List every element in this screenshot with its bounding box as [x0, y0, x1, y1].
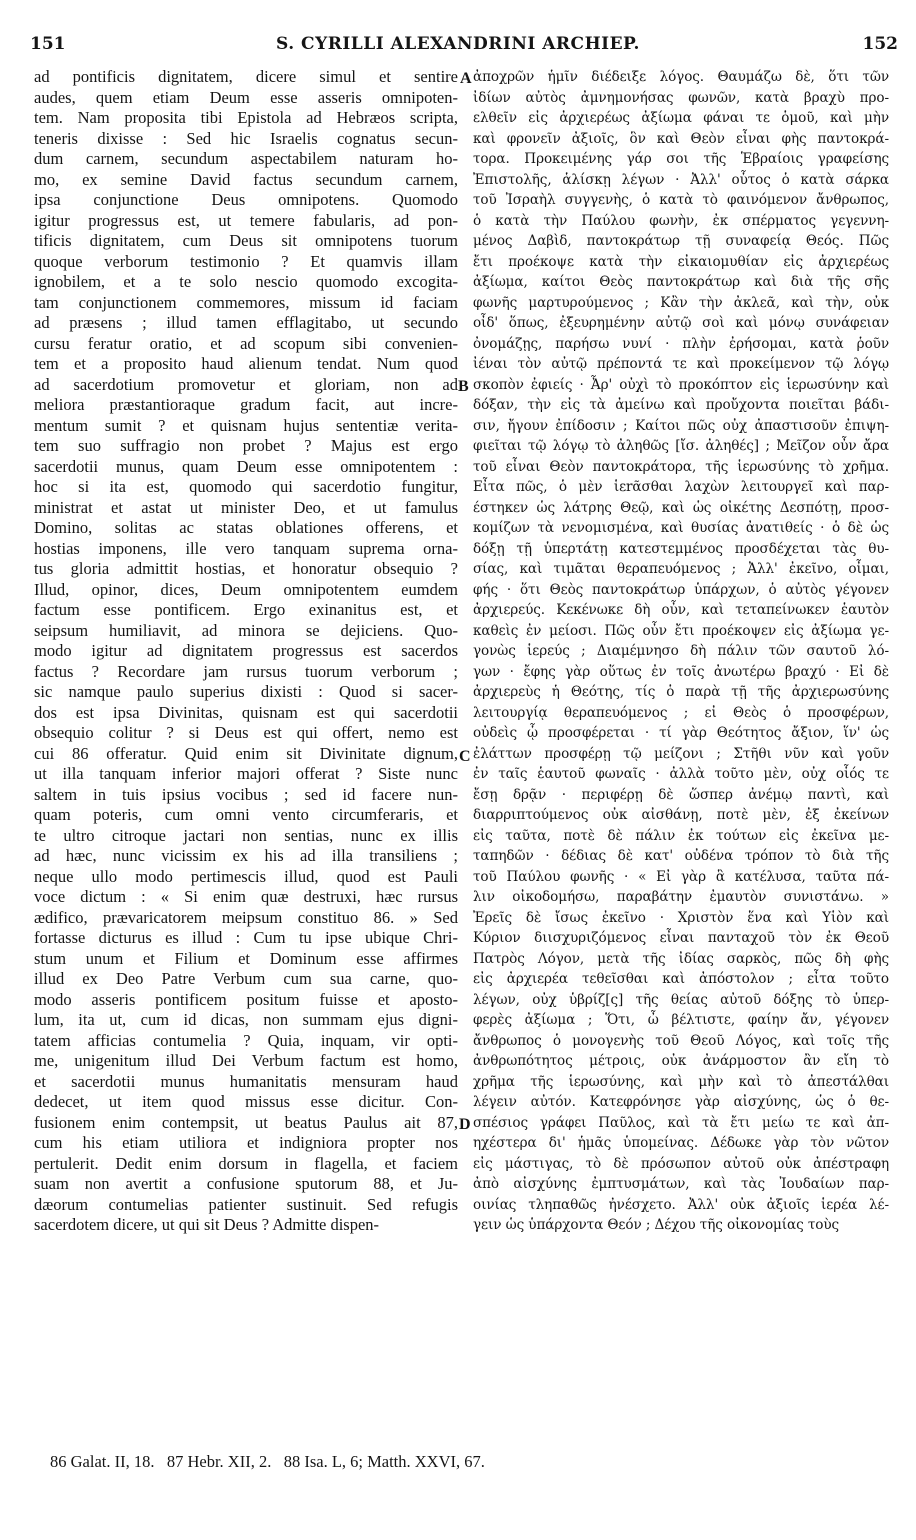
- greek-text-line: ἀπὸ αἰσχύνης ἐμπτυσμάτων, καὶ τὰς Ἰουδαίων παρ-: [473, 1176, 889, 1192]
- greek-text-line: φωνῆς μαρτυρούμενος ; Κἂν τὴν ἀκλεᾶ, καὶ τὴν, οὐκ: [473, 294, 889, 311]
- greek-text-line: ἄνθρωπος ὁ μονογενὴς τοῦ Θεοῦ Λόγος, καὶ τοῖς τῆς: [473, 1032, 889, 1049]
- greek-text-line: σίας, καὶ τιμᾶται θεραπευόμενος ; Ἀλλ' ἐκεῖνο, οἶμαι,: [473, 561, 889, 577]
- greek-text-line: σπέσιος γράφει Παῦλος, καὶ τὰ ἔτι μείω τε καὶ ἀπ-: [473, 1114, 889, 1131]
- latin-text-line: ad præsens ; illud tamen efflagitabo, ut secundo: [34, 313, 458, 332]
- latin-text-line: ignobilem, et a te solo nescio quomodo excogita-: [34, 272, 458, 291]
- greek-text-line: Ἐρεῖς δὲ ἴσως ἐκεῖνο · Χριστὸν ἕνα καὶ Υἱὸν καὶ: [473, 909, 889, 926]
- greek-text-line: τοῦ εἶναι Θεὸν παντοκράτορα, τῆς ἱερωσύνης τὸ χρῆμα.: [473, 458, 889, 475]
- latin-text-line: tificis dignitatem, cum Deus sit omnipotens tuorum: [34, 231, 458, 250]
- latin-text-line: Illud, opinor, dices, Deum omnipotentem eumdem: [34, 579, 458, 599]
- greek-text-line: ἀνθρωπότητος μέτροις, οὐκ ἀνάρμοστον ἂν εἴη τὸ: [473, 1053, 889, 1069]
- greek-text-line: φής · ὅτι Θεὸς παντοκράτωρ ὑπάρχων, ὁ αὐτὸς γέγονεν: [473, 581, 889, 598]
- latin-text-line: cursu feratur oratio, et ad scopum sibi convenien-: [34, 333, 458, 353]
- greek-text-line: διαρριπτούμενος οὐκ αἰσθάνῃ, ποτὲ μὲν, ἐξ ἐκείνων: [473, 807, 889, 823]
- greek-text-line: μένος Δαβὶδ, παντοκράτωρ τῇ συναφείᾳ Θεός. Πῶς: [473, 233, 889, 249]
- latin-text-line: saltem in tuis ipsius vocibus ; sed id facere nun-: [34, 784, 458, 804]
- greek-text-line: οὐδεὶς ᾧ προσφέρεται · τί γὰρ Θεότητος ἄξιον, ἵν' ὡς: [473, 725, 889, 741]
- greek-text-line: Κύριον διισχυριζόμενος εἶναι πανταχοῦ τὸν ἐκ Θεοῦ: [473, 930, 889, 946]
- latin-text-line: teneris dixisse : Sed hic Israelis cognatus secun-: [34, 128, 458, 148]
- latin-text-line: ad pontificis dignitatem, dicere simul et sentire: [34, 67, 458, 86]
- latin-text-line: hostias imponens, ille vero tanquam suprema orna-: [34, 538, 458, 558]
- latin-text-line: tam conjunctionem commemores, missum id faciam: [34, 292, 458, 312]
- latin-text-line: sic namque paulo superius dixisti : Quod si sacer-: [34, 682, 458, 701]
- latin-text-line: pertulerit. Dedit enim dorsum in flagella, et faciem: [34, 1153, 458, 1173]
- running-title: S. CYRILLI ALEXANDRINI ARCHIEP.: [276, 34, 640, 54]
- greek-text-line: φιεῖται τῷ λόγῳ τὸ ἀληθῶς [ἴσ. ἀληθές] ; Μεῖζον οὖν ἄρα: [473, 438, 889, 454]
- greek-text-line: τορα. Προκειμένης γάρ σοι τῆς Ἑβραίοις γραφείσης: [473, 151, 889, 167]
- page-number-left: 151: [30, 34, 66, 54]
- latin-text-line: cui 86 offeratur. Quid enim sit Divinitate dignum,: [34, 743, 458, 763]
- greek-text-line: ελθεῖν εἰς ἀρχιερέως ἀξίωμα φάναι τε ὁμοῦ, καὶ μὴν: [473, 110, 889, 126]
- greek-text-line: λιν οἰκοδομήσω, παραβάτην ἐμαυτὸν συνιστάνω. »: [473, 889, 889, 905]
- latin-text-line: ad hæc, nunc vicissim ex his ad illa transiliens ;: [34, 846, 458, 865]
- latin-text-line: dum carnem, secundum aspectabilem naturam ho-: [34, 149, 458, 168]
- latin-text-line: illud ex Deo Patre Verbum cum sua carne, quo-: [34, 969, 458, 988]
- latin-text-line: audes, quem etiam Deum esse asseris omnipoten-: [34, 87, 458, 107]
- greek-text-line: τοῦ Παύλου φωνῆς · « Εἰ γὰρ ἃ κατέλυσα, ταῦτα πά-: [473, 868, 889, 885]
- latin-text-line: modo asseris pontificem positum fuisse et aposto-: [34, 989, 458, 1009]
- greek-text-line: οινίας τληπαθῶς ἠνέσχετο. Ἀλλ' οὐκ ἀξιοῖς ἱερέα λέ-: [473, 1196, 889, 1213]
- latin-text-line: mentum sumit ? et quisnam hujus sententiæ verita-: [34, 415, 458, 435]
- greek-text-line: ἀρχιερεὺς ἡ Θεότης, τίς ὁ παρὰ τῇ τῆς ἀρχιερωσύνης: [473, 684, 889, 700]
- greek-text-line: γειν ὡς ὑπάρχοντα Θεόν ; Δέχου τῆς οἰκονομίας τοὺς: [473, 1217, 840, 1233]
- greek-text-line: ηχέστερα δι' ἡμᾶς ὑπομείνας. Δέδωκε γὰρ τὸν νῶτον: [473, 1135, 889, 1151]
- greek-text-line: ταπηδῶν · δέδιας δὲ κατ' οὐδένα τρόπον τὸ διὰ τῆς: [473, 848, 889, 864]
- footnotes: 86 Galat. II, 18. 87 Hebr. XII, 2. 88 Isa. L, 6; Matth. XXVI, 67.: [50, 1452, 485, 1471]
- latin-text-line: me, unigenitum illud Dei Verbum factum est homo,: [34, 1051, 458, 1070]
- greek-text-line: ἔσῃ δρᾷν · περιφέρῃ δὲ ὥσπερ ἀνέμῳ παντὶ, καὶ: [473, 786, 889, 803]
- latin-text-line: ad sacerdotium promovetur et gloriam, non ad: [34, 374, 458, 394]
- greek-text-line: εἰς μάστιγας, τὸ δὲ πρόσωπον αὐτοῦ οὐκ ἀπέστραφη: [473, 1155, 889, 1172]
- latin-text-line: hoc si ita est, quomodo qui sacerdotio fungitur,: [34, 477, 458, 496]
- margin-marker-a: A: [460, 70, 472, 87]
- greek-text-line: λέγων, οὐχ ὑβρίζ[ς] τῆς θείας αὐτοῦ δόξης τὸ ὑπερ-: [473, 991, 889, 1008]
- greek-text-line: ἀξίωμα, καίτοι Θεὸς παντοκράτωρ καὶ διὰ τῆς σῆς: [473, 274, 889, 290]
- latin-text-line: dos est ipsa Divinitas, quisnam est qui sacerdotii: [34, 702, 458, 722]
- greek-text-line: λέγειν αὐτόν. Κατεφρόνησε γὰρ αἰσχύνης, ὡς ὁ θε-: [473, 1094, 889, 1110]
- greek-column: [473, 67, 889, 1236]
- latin-text-line: meliora præstantioraque gradum facit, aut incre-: [34, 395, 458, 414]
- latin-text-line: dæorum contumelias patienter sustinuit. Sed refugis: [34, 1194, 458, 1214]
- latin-text-line: neque ullo modo pertimescis illud, quod est Pauli: [34, 866, 458, 886]
- greek-text-line: ἐν ταῖς ἑαυτοῦ φωναῖς · ἀλλὰ τοῦτο μὲν, οὐχ οἷός τε: [473, 766, 889, 782]
- greek-text-line: γονὼς ἱερεύς ; Διαμέμνησο δὴ πάλιν τῶν σαυτοῦ λό-: [473, 643, 889, 659]
- latin-text-line: et sacerdotii munus humanitatis mensuram haud: [34, 1071, 458, 1091]
- greek-text-line: δόξῃ τῇ ὑπερτάτῃ κατεστεμμένος προσδέχεται τὰς θυ-: [473, 540, 889, 557]
- greek-text-line: ἔτι προέκοψε κατὰ τὴν εἰκαιομυθίαν εἰς ἀρχιερέως: [473, 253, 889, 270]
- greek-text-line: καθεὶς ἐν μείοσι. Πῶς οὖν ἔτι προέκοψεν εἰς ἀξίωμα γε-: [473, 622, 889, 639]
- latin-text-line: suam non avertit a confusione sputorum 88, et Ju-: [34, 1174, 458, 1193]
- greek-text-line: Πατρὸς Λόγον, μετὰ τῆς ἰδίας σαρκὸς, πῶς δὴ φὴς: [473, 950, 889, 967]
- greek-text-line: Εἶτα πῶς, ὁ μὲν ἱεrᾶσθαι λαχὼν λειτουργεῖ καὶ παρ-: [473, 479, 889, 495]
- greek-text-line: καὶ φρονεῖν ἀξιοῖς, ὃν καὶ Θεὸν εἶναι φὴς παντοκρά-: [473, 130, 889, 147]
- greek-text-line: χρῆμα τῆς ἱερωσύνης, καὶ μὴν καὶ τὸ ἀπεστάλθαι: [473, 1073, 889, 1090]
- margin-marker-d: D: [459, 1116, 471, 1133]
- greek-text-line: κομίζων τὰ νενομισμένα, καὶ θυσίας ἀνατιθείς · ὁ δὲ ὡς: [473, 520, 889, 536]
- latin-text-line: quoque verborum testimonio ? Et quamvis illam: [34, 251, 458, 271]
- latin-text-line: sacerdotem dicere, ut qui sit Deus ? Admitte dispen-: [34, 1215, 380, 1234]
- latin-text-line: seipsum humiliavit, ad minora se dejiciens. Quo-: [34, 620, 458, 640]
- latin-text-line: te ultro citroque jactari non sentias, nunc ex illis: [34, 825, 458, 845]
- latin-text-line: mo, ex semine David factus secundum carnem,: [34, 169, 458, 189]
- greek-text-line: φερὲς ἀξίωμα ; Ὅτι, ὦ βέλτιστε, φαίην ἄν, γέγονεν: [473, 1012, 889, 1028]
- greek-text-line: ἰδίων αὐτὸς ἀμνημονήσας φωνῶν, κατὰ βραχὺ προ-: [473, 89, 889, 106]
- latin-text-line: tem suo suffragio non probet ? Majus est ergo: [34, 436, 458, 455]
- page-number-right: 152: [862, 34, 898, 54]
- latin-text-line: factus ? Recordare jam rursus tuorum verborum ;: [34, 661, 458, 681]
- latin-text-line: ipsa conjunctione Deus omnipotens. Quomodo: [34, 190, 458, 209]
- margin-marker-b: B: [458, 378, 469, 395]
- latin-text-line: dedecet, ut item quod missus esse dicitur. Con-: [34, 1092, 458, 1111]
- greek-text-line: ὀνομάζῃς, παρήσω νυνί · πλὴν ἐρήσομαι, κατὰ ῥοῦν: [473, 335, 889, 352]
- latin-text-line: fusionem enim contempsit, ut beatus Paulus ait 87,: [34, 1112, 458, 1132]
- latin-text-line: obsequio colitur ? si Deus est qui offert, nemo est: [34, 723, 458, 742]
- latin-text-line: ministrat et astat ut minister Deo, et ut famulus: [34, 497, 458, 517]
- greek-text-line: γων · ἔφης γὰρ οὕτως ἐν τοῖς ἀνωτέρω βραχύ · Εἰ δὲ: [473, 663, 889, 680]
- latin-text-line: voce dictum : « Si enim quæ destruxi, hæc rursus: [34, 887, 458, 906]
- latin-text-line: sacerdotii munus, quam Deum esse omnipotentem :: [34, 456, 458, 476]
- greek-text-line: λειτουργίᾳ θεραπευόμενος ; εἰ Θεὸς ὁ προσφέρων,: [473, 704, 889, 721]
- greek-text-line: ἀρχιερεύς. Κεκένωκε δὴ οὖν, καὶ τεταπείνωκεν ἑαυτὸν: [473, 602, 889, 618]
- latin-text-line: factum esse pontificem. Ergo exinanitus est, et: [34, 600, 458, 619]
- greek-text-line: εἰς ταῦτα, ποτὲ δὲ πάλιν ἐκ τούτων εἰς ἐκεῖνα με-: [473, 827, 889, 844]
- greek-text-line: οἶδ' ὅπως, ἐξευρημένην αὐτῷ σοὶ καὶ μόνῳ συνάφειαν: [473, 315, 889, 331]
- greek-text-line: ἀποχρῶν ἡμῖν διέδειξε λόγος. Θαυμάζω δὲ, ὅτι τῶν: [473, 69, 889, 85]
- latin-text-line: igitur progressus est, ut temere fabularis, ad pon-: [34, 210, 458, 230]
- latin-text-line: tem et a proposito haud alienum tendat. Num quod: [34, 354, 458, 373]
- latin-text-line: stum unum et Filium et Dominum esse affirmes: [34, 948, 458, 968]
- margin-marker-c: C: [459, 748, 471, 765]
- latin-text-line: quam poteris, cum omni vento circumferaris, et: [34, 805, 458, 824]
- greek-text-line: Ἐπιστολῆς, ἁλίσκῃ λέγων · Ἀλλ' οὗτος ὁ κατὰ σάρκα: [473, 171, 889, 188]
- greek-text-line: εἰς ἀρχιερέα τεθεῖσθαι καὶ ἀπόστολον ; εἶτα τοῦτο: [473, 971, 889, 987]
- latin-text-line: fortasse dicturus es illud : Cum tu ipse ubique Chri-: [34, 928, 458, 947]
- greek-text-line: σκοπὸν ἐφιείς · Ἆρ' οὐχὶ τὸ προκόπτον εἰς ἱερωσύνην καὶ: [473, 376, 889, 393]
- latin-text-line: cum his etiam utiliora et indigniora propter nos: [34, 1133, 458, 1152]
- page-header: [0, 34, 916, 58]
- latin-text-line: ædifico, prævaricatorem meipsum constituo 86. » Sed: [34, 907, 458, 927]
- greek-text-line: τοῦ Ἰσραὴλ συγγενὴς, ὁ κατὰ τὸ φαινόμενον ἄνθρωπος,: [473, 192, 889, 208]
- latin-text-line: lum, ita ut, cum id dicas, non summam ejus digni-: [34, 1010, 458, 1029]
- greek-text-line: ἰέναι τὸν αὐτῷ πρέποντά τε καὶ προκείμενον τῷ λόγῳ: [473, 356, 889, 372]
- latin-text-line: tus gloria admittit hostias, et honoratur obsequio ?: [34, 559, 458, 578]
- greek-text-line: ἐλάττων προσφέρῃ τῷ μείζονι ; Στῆθι νῦν καὶ γοῦν: [473, 745, 889, 762]
- latin-text-line: tem. Nam proposita tibi Epistola ad Hebræos scripta,: [34, 108, 458, 127]
- latin-column: [34, 67, 458, 1236]
- latin-text-line: tatem afficias contumelia ? Quia, inquam, vir opti-: [34, 1030, 458, 1050]
- latin-text-line: ut illa tanquam inferior majori offerat ? Siste nunc: [34, 764, 458, 783]
- latin-text-line: Domino, solitas ac statas oblationes offerens, et: [34, 518, 458, 537]
- greek-text-line: ὁ κατὰ τὴν Παύλου φωνὴν, ἐκ σπέρματος γεγεννη-: [473, 212, 889, 229]
- greek-text-line: δόξαν, τὴν εἰς τὰ ἀμείνω καὶ προὔχοντα ποιεῖται βάδι-: [473, 397, 889, 413]
- greek-text-line: έστηκεν ὡς λάτρης Θεῷ, καὶ ὡς οἰκέτης Δεσπότῃ, προσ-: [473, 499, 889, 516]
- latin-text-line: modo igitur ad dignitatem progressus est sacerdos: [34, 641, 458, 660]
- greek-text-line: σιν, ἤγουν ἐπίδοσιν ; Καίτοι πῶς οὐχ ἀπαστισοῦν ἐπιψη-: [473, 417, 889, 434]
